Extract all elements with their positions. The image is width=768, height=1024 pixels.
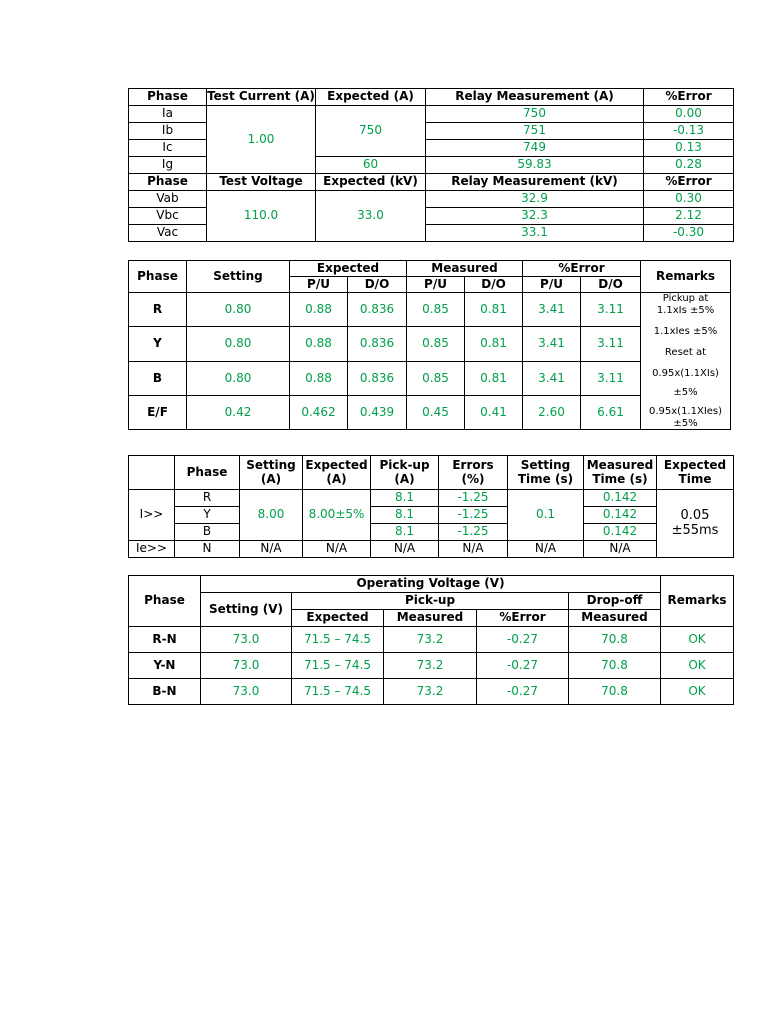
header-pickup: Pick-up (292, 593, 569, 610)
measured-cell: 73.2 (384, 679, 477, 705)
remark-line: ±5% (673, 387, 698, 398)
table-row (129, 490, 734, 507)
phase-cell: R (175, 490, 240, 507)
setting-time-cell: N/A (508, 541, 584, 558)
phase-cell: N (175, 541, 240, 558)
header-measured-time: Measured Time (s) (584, 456, 657, 490)
setting-cell: 0.80 (187, 327, 290, 361)
phase-cell: Y (175, 507, 240, 524)
table-row (129, 293, 731, 327)
header-expected-a: Expected (A) (316, 89, 426, 106)
measured-do-cell: 0.41 (465, 395, 523, 429)
measured-cell: 73.2 (384, 653, 477, 679)
table-row (129, 541, 734, 558)
setting-time-cell: 0.1 (508, 490, 584, 541)
error-cell: N/A (439, 541, 508, 558)
table-header-row (129, 261, 731, 277)
measurement-cell: 59.83 (426, 157, 644, 174)
dropoff-cell: 70.8 (569, 627, 661, 653)
test-current-value: 1.00 (207, 106, 316, 174)
remarks-cell: OK (661, 653, 734, 679)
header-setting-v: Setting (V) (201, 593, 292, 627)
current-voltage-table (128, 88, 734, 242)
header-dropoff: Drop-off (569, 593, 661, 610)
header-error: %Error (477, 610, 569, 627)
error-cell: -0.27 (477, 679, 569, 705)
expected-cell: N/A (303, 541, 371, 558)
error-do-cell: 3.11 (581, 361, 641, 395)
expected-do-cell: 0.836 (348, 327, 407, 361)
expected-current-value: 750 (316, 106, 426, 157)
setting-cell: 73.0 (201, 653, 292, 679)
header-pu: P/U (290, 277, 348, 293)
table-row (129, 191, 734, 208)
table-header-row (129, 456, 734, 473)
header-pickup-a: Pick-up (A) (371, 456, 439, 490)
setting-cell: 0.80 (187, 361, 290, 395)
phase-cell: Y (129, 327, 187, 361)
error-do-cell: 6.61 (581, 395, 641, 429)
header-do: D/O (465, 277, 523, 293)
expected-cell: 71.5 – 74.5 (292, 627, 384, 653)
error-do-cell: 3.11 (581, 293, 641, 327)
expected-ground-value: 60 (316, 157, 426, 174)
setting-cell: 73.0 (201, 627, 292, 653)
expected-time-value: 0.05 (680, 508, 710, 524)
measured-pu-cell: 0.85 (407, 293, 465, 327)
measured-do-cell: 0.81 (465, 327, 523, 361)
phase-cell: B (129, 361, 187, 395)
header-test-current: Test Current (A) (207, 89, 316, 106)
pickup-cell: N/A (371, 541, 439, 558)
table-row (129, 679, 734, 705)
error-cell: 0.13 (644, 140, 734, 157)
phase-cell: Y-N (129, 653, 201, 679)
error-cell: -0.13 (644, 123, 734, 140)
table-row (129, 327, 731, 361)
phase-cell: B (175, 524, 240, 541)
remark-line: 1.1xIs ±5% (656, 305, 715, 316)
error-cell: 2.12 (644, 208, 734, 225)
error-cell: -1.25 (439, 490, 508, 507)
header-error: %Error (523, 261, 641, 277)
header-stage (129, 456, 175, 490)
phase-cell: Ic (129, 140, 207, 157)
phase-cell: Ib (129, 123, 207, 140)
header-errors: Errors (%) (439, 456, 508, 490)
header-setting: Setting (187, 261, 290, 293)
phase-cell: Ig (129, 157, 207, 174)
header-measured: Measured (407, 261, 523, 277)
dropoff-cell: 70.8 (569, 653, 661, 679)
header-error: %Error (644, 89, 734, 106)
phase-cell: Vac (129, 225, 207, 242)
header-relay-measurement-a: Relay Measurement (A) (426, 89, 644, 106)
expected-voltage-value: 33.0 (316, 191, 426, 242)
table-row (129, 524, 734, 541)
table-row (129, 507, 734, 524)
header-pu: P/U (407, 277, 465, 293)
expected-do-cell: 0.836 (348, 293, 407, 327)
setting-cell: 8.00 (240, 490, 303, 541)
error-pu-cell: 2.60 (523, 395, 581, 429)
stage-cell: I>> (129, 490, 175, 541)
table-header-row (129, 576, 734, 593)
remarks-cell (641, 293, 731, 430)
header-expected-a: Expected (A) (303, 456, 371, 490)
header-do: D/O (348, 277, 407, 293)
error-cell: 0.28 (644, 157, 734, 174)
header-remarks: Remarks (661, 576, 734, 627)
phase-cell: Vab (129, 191, 207, 208)
remark-line: 0.95x(1.1XIs) (652, 368, 719, 379)
measured-pu-cell: 0.85 (407, 327, 465, 361)
remarks-cell: OK (661, 679, 734, 705)
header-phase: Phase (129, 261, 187, 293)
remark-line: 1.1xIes ±5% (653, 326, 718, 337)
header-setting-time: Setting Time (s) (508, 456, 584, 490)
expected-pu-cell: 0.88 (290, 361, 348, 395)
error-cell: -1.25 (439, 524, 508, 541)
test-voltage-value: 110.0 (207, 191, 316, 242)
phase-cell: R (129, 293, 187, 327)
setting-cell: N/A (240, 541, 303, 558)
instantaneous-overcurrent-table (128, 455, 734, 558)
expected-cell: 8.00±5% (303, 490, 371, 541)
measurement-cell: 749 (426, 140, 644, 157)
measurement-cell: 33.1 (426, 225, 644, 242)
header-expected: Expected (292, 610, 384, 627)
measured-do-cell: 0.81 (465, 361, 523, 395)
stage-cell: Ie>> (129, 541, 175, 558)
expected-cell: 71.5 – 74.5 (292, 653, 384, 679)
remark-line: Reset at (664, 347, 707, 358)
header-relay-measurement-kv: Relay Measurement (kV) (426, 174, 644, 191)
overcurrent-pickup-table (128, 260, 731, 430)
header-do: D/O (581, 277, 641, 293)
error-cell: 0.00 (644, 106, 734, 123)
measurement-cell: 32.3 (426, 208, 644, 225)
header-phase: Phase (129, 576, 201, 627)
header-measured: Measured (384, 610, 477, 627)
table-row (129, 106, 734, 123)
setting-cell: 0.80 (187, 293, 290, 327)
expected-cell: 71.5 – 74.5 (292, 679, 384, 705)
error-pu-cell: 3.41 (523, 293, 581, 327)
header-phase: Phase (175, 456, 240, 490)
table-header-row (129, 89, 734, 106)
table-header-row (129, 174, 734, 191)
error-pu-cell: 3.41 (523, 327, 581, 361)
phase-cell: E/F (129, 395, 187, 429)
measurement-cell: 32.9 (426, 191, 644, 208)
setting-cell: 0.42 (187, 395, 290, 429)
remarks-cell: OK (661, 627, 734, 653)
header-error: %Error (644, 174, 734, 191)
header-expected-time: Expected Time (657, 456, 734, 490)
expected-pu-cell: 0.88 (290, 293, 348, 327)
voltage-pickup-table (128, 575, 734, 705)
phase-cell: R-N (129, 627, 201, 653)
measured-pu-cell: 0.85 (407, 361, 465, 395)
header-phase: Phase (129, 89, 207, 106)
header-pu: P/U (523, 277, 581, 293)
pickup-cell: 8.1 (371, 490, 439, 507)
header-phase: Phase (129, 174, 207, 191)
expected-time-cell (657, 490, 734, 558)
table-row (129, 395, 731, 429)
remark-line: ±5% (673, 418, 698, 429)
measured-cell: 73.2 (384, 627, 477, 653)
pickup-cell: 8.1 (371, 524, 439, 541)
setting-cell: 73.0 (201, 679, 292, 705)
header-setting-a: Setting (A) (240, 456, 303, 490)
measured-do-cell: 0.81 (465, 293, 523, 327)
phase-cell: B-N (129, 679, 201, 705)
measured-pu-cell: 0.45 (407, 395, 465, 429)
error-cell: -0.30 (644, 225, 734, 242)
header-remarks: Remarks (641, 261, 731, 293)
header-measured-dropoff: Measured (569, 610, 661, 627)
error-cell: -0.27 (477, 653, 569, 679)
header-operating-voltage: Operating Voltage (V) (201, 576, 661, 593)
table-header-row (129, 593, 734, 610)
measured-time-cell: 0.142 (584, 507, 657, 524)
error-cell: -0.27 (477, 627, 569, 653)
expected-do-cell: 0.836 (348, 361, 407, 395)
header-expected-kv: Expected (kV) (316, 174, 426, 191)
error-cell: 0.30 (644, 191, 734, 208)
measured-time-cell: N/A (584, 541, 657, 558)
dropoff-cell: 70.8 (569, 679, 661, 705)
phase-cell: Ia (129, 106, 207, 123)
error-do-cell: 3.11 (581, 327, 641, 361)
remark-line: Pickup at (662, 293, 709, 304)
table-row (129, 653, 734, 679)
measurement-cell: 751 (426, 123, 644, 140)
expected-pu-cell: 0.88 (290, 327, 348, 361)
measurement-cell: 750 (426, 106, 644, 123)
phase-cell: Vbc (129, 208, 207, 225)
expected-do-cell: 0.439 (348, 395, 407, 429)
table-row (129, 627, 734, 653)
expected-pu-cell: 0.462 (290, 395, 348, 429)
remark-line: 0.95x(1.1XIes) (648, 406, 723, 417)
expected-time-tolerance: ±55ms (671, 522, 719, 538)
error-pu-cell: 3.41 (523, 361, 581, 395)
pickup-cell: 8.1 (371, 507, 439, 524)
table-row (129, 361, 731, 395)
measured-time-cell: 0.142 (584, 490, 657, 507)
measured-time-cell: 0.142 (584, 524, 657, 541)
header-expected: Expected (290, 261, 407, 277)
header-test-voltage: Test Voltage (207, 174, 316, 191)
error-cell: -1.25 (439, 507, 508, 524)
